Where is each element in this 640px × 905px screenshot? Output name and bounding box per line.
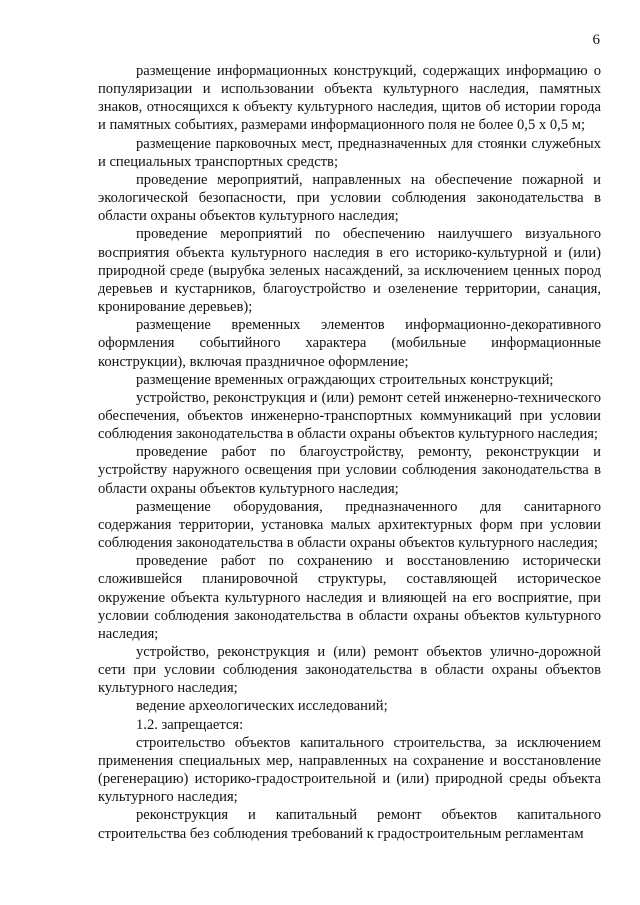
paragraph: размещение оборудования, предназначенного для санитарного содержания территории, установка малых архитектурных форм при условии соблюдения законодательства в области охраны объектов культурного наследия;: [98, 498, 601, 552]
paragraph: проведение работ по сохранению и восстановлению исторически сложившейся планировочной структуры, составляющей историческое окружение объекта культурного наследия и влияющей на его восприятие, при условии соблюдения законодательства в области охраны объектов культурного наследия;: [98, 553, 601, 642]
paragraph: строительство объектов капитального строительства, за исключением применения специальных мер, направленных на сохранение и восстановление (регенерацию) историко-градостроительной и (или) природной среды объекта культурного наследия;: [98, 734, 601, 806]
paragraph: проведение мероприятий по обеспечению наилучшего визуального восприятия объекта культурного наследия в его историко-культурной и (или) природной среде (вырубка зеленых насаждений, за исключением ценных пород деревьев и кустарников, благоустройство и озеленение территории, санация, кронирование деревьев);: [98, 226, 601, 316]
paragraph: устройство, реконструкция и (или) ремонт объектов улично-дорожной сети при условии соблюдения законодательства в области охраны объектов культурного наследия;: [98, 644, 601, 697]
paragraph: устройство, реконструкция и (или) ремонт сетей инженерно-технического обеспечения, объектов инженерно-транспортных коммуникаций при условии соблюдения законодательства в области охраны объектов культурного наследия;: [98, 389, 601, 443]
page-number: 6: [592, 32, 600, 48]
paragraph: размещение временных ограждающих строительных конструкций;: [136, 371, 554, 388]
paragraph: проведение работ по благоустройству, ремонту, реконструкции и устройству наружного освещения при условии соблюдения законодательства в области охраны объектов культурного наследия;: [98, 444, 601, 497]
section-heading: 1.2. запрещается:: [136, 716, 244, 733]
paragraph: проведение мероприятий, направленных на обеспечение пожарной и экологической безопасности, при условии соблюдения законодательства в области охраны объектов культурного наследия;: [98, 171, 601, 225]
paragraph: ведение археологических исследований;: [136, 698, 388, 715]
paragraph: размещение временных элементов информационно-декоративного оформления событийного характера (мобильные информационные конструкции), включая праздничное оформление;: [98, 317, 601, 370]
document-body: [98, 62, 601, 843]
paragraph: размещение парковочных мест, предназначенных для стоянки служебных и специальных транспортных средств;: [98, 135, 601, 170]
paragraph: реконструкция и капитальный ремонт объектов капитального строительства без соблюдения требований к градостроительным регламентам: [98, 807, 601, 842]
paragraph: размещение информационных конструкций, содержащих информацию о популяризации и использовании объекта культурного наследия, памятных знаков, относящихся к объекту культурного наследия, щитов об истории города и памятных событиях, размерами информационного поля не более 0,5 х 0,5 м;: [98, 63, 601, 134]
